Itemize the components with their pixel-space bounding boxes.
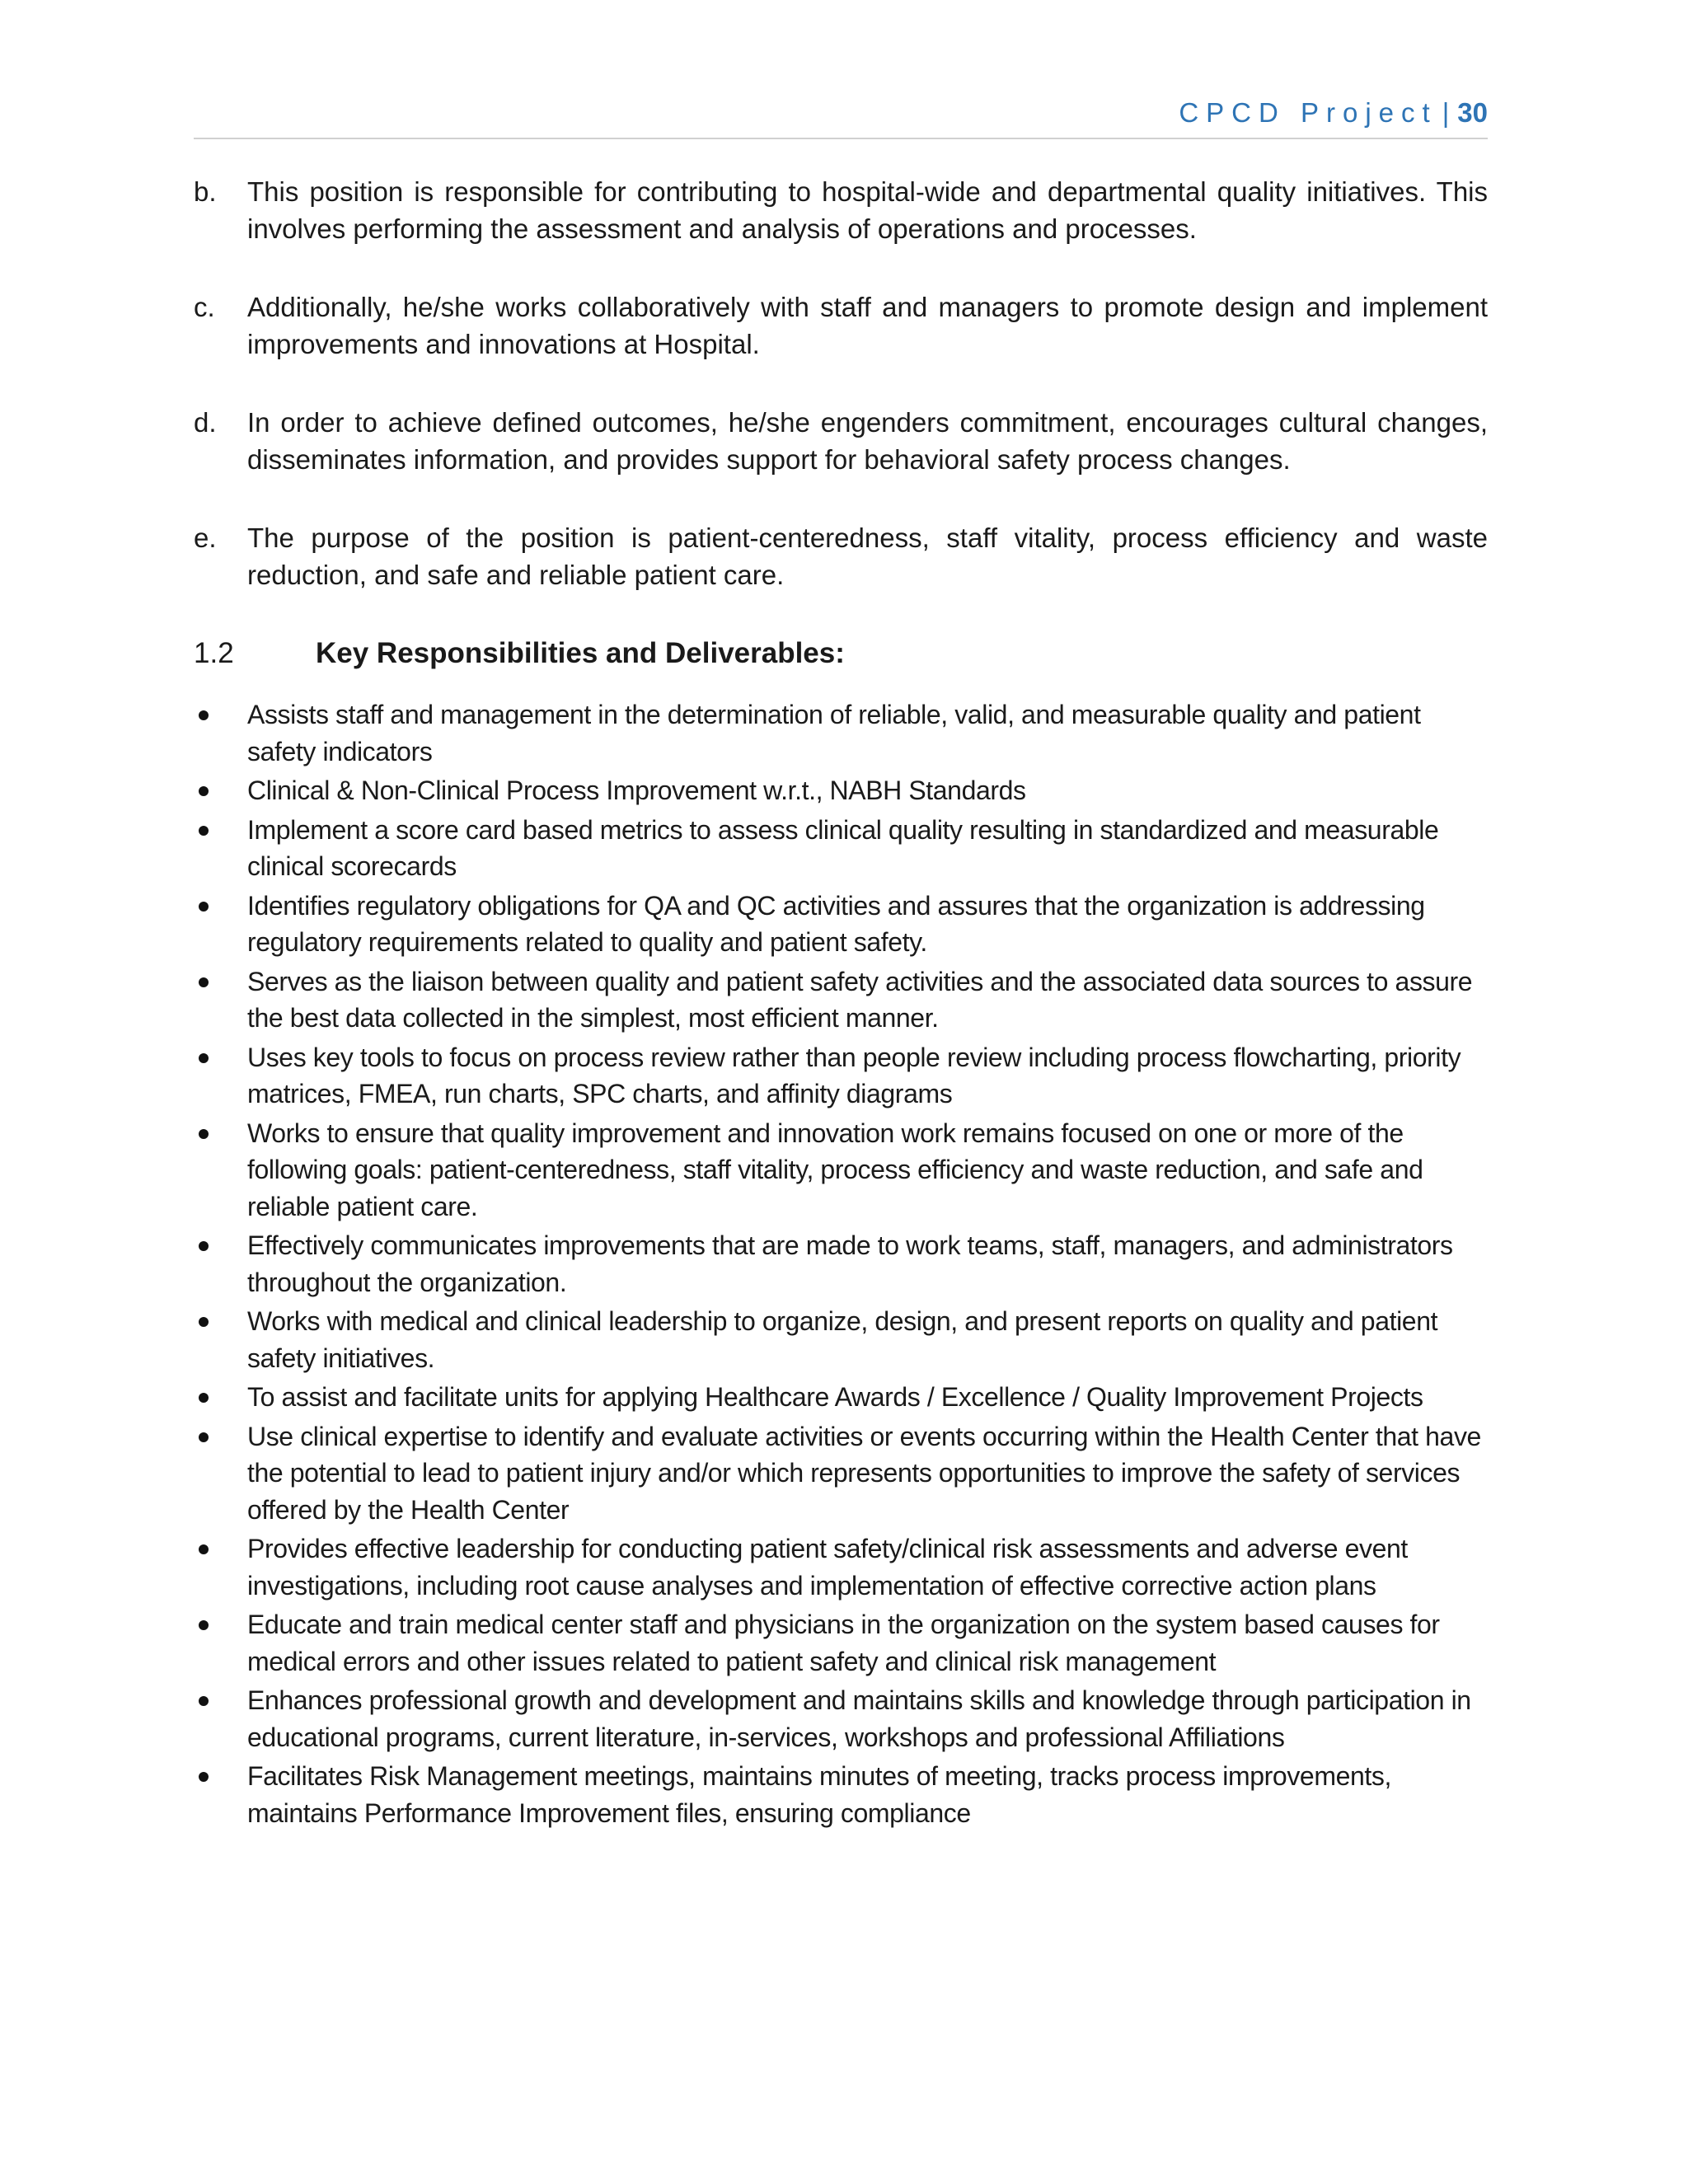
bullet-text: Enhances professional growth and development and maintains skills and knowledge through participation in educational programs, current literature, in-services, workshops and professional Affiliations (247, 1685, 1471, 1752)
bullet-text: Educate and train medical center staff and physicians in the organization on the system based causes for medical errors and other issues related to patient safety and clinical risk management (247, 1610, 1440, 1676)
bullet-item (194, 1418, 1488, 1529)
bullet-item (194, 1115, 1488, 1226)
bullet-item (194, 1606, 1488, 1680)
bullet-dot-icon (199, 1317, 209, 1327)
bullet-item (194, 1530, 1488, 1604)
header-project-name: CPCD Project (1179, 97, 1437, 128)
lettered-item-text: Additionally, he/she works collaboratively with staff and managers to promote design and implement improvements and innovations at Hospital. (247, 292, 1488, 359)
bullet-dot-icon (199, 1772, 209, 1782)
bullet-list (194, 696, 1488, 1831)
lettered-item (194, 288, 1488, 363)
header-rule (194, 138, 1488, 139)
bullet-dot-icon (199, 1393, 209, 1403)
list-marker: e. (194, 523, 217, 553)
bullet-item (194, 963, 1488, 1037)
section-number: 1.2 (194, 637, 234, 669)
bullet-item (194, 696, 1488, 770)
page-content (194, 173, 1488, 1834)
lettered-item-text: In order to achieve defined outcomes, he/she engenders commitment, encourages cultural changes, disseminates information, and provides support for behavioral safety process changes. (247, 407, 1488, 475)
bullet-item (194, 888, 1488, 961)
list-marker: b. (194, 176, 217, 207)
bullet-item (194, 1039, 1488, 1113)
bullet-text: Clinical & Non-Clinical Process Improvement w.r.t., NABH Standards (247, 776, 1026, 805)
bullet-text: Serves as the liaison between quality and patient safety activities and the associated data sources to assure the best data collected in the simplest, most efficient manner. (247, 966, 1473, 1033)
bullet-text: Uses key tools to focus on process review rather than people review including process flowcharting, priority matrices, FMEA, run charts, SPC charts, and affinity diagrams (247, 1042, 1461, 1108)
lettered-item-text: This position is responsible for contributing to hospital-wide and departmental quality initiatives. This involves performing the assessment and analysis of operations and processes. (247, 176, 1488, 244)
bullet-text: Works with medical and clinical leadership to organize, design, and present reports on quality and patient safety initiatives. (247, 1306, 1438, 1373)
bullet-item (194, 1682, 1488, 1755)
bullet-dot-icon (199, 1620, 209, 1630)
bullet-dot-icon (199, 1241, 209, 1251)
section-heading (194, 635, 1488, 672)
bullet-text: Provides effective leadership for conducting patient safety/clinical risk assessments and adverse event investigations, including root cause analyses and implementation of effective corrective action plans (247, 1534, 1408, 1601)
bullet-dot-icon (199, 1696, 209, 1706)
bullet-text: Implement a score card based metrics to assess clinical quality resulting in standardized and measurable clinical scorecards (247, 814, 1439, 881)
bullet-dot-icon (199, 977, 209, 987)
bullet-dot-icon (199, 786, 209, 796)
page-number: 30 (1457, 97, 1488, 128)
bullet-text: Assists staff and management in the determination of reliable, valid, and measurable quality and patient safety indicators (247, 700, 1421, 766)
lettered-item-text: The purpose of the position is patient-centeredness, staff vitality, process efficiency and waste reduction, and safe and reliable patient care. (247, 523, 1488, 590)
bullet-text: Facilitates Risk Management meetings, maintains minutes of meeting, tracks process improvements, maintains Performance Improvement files, ensuring compliance (247, 1761, 1391, 1828)
list-marker: d. (194, 407, 217, 438)
bullet-item (194, 1758, 1488, 1831)
bullet-dot-icon (199, 1544, 209, 1554)
bullet-dot-icon (199, 1432, 209, 1442)
lettered-item (194, 173, 1488, 247)
lettered-item (194, 519, 1488, 593)
bullet-text: To assist and facilitate units for applying Healthcare Awards / Excellence / Quality Improvement Projects (247, 1382, 1423, 1412)
lettered-list (194, 173, 1488, 593)
lettered-item (194, 404, 1488, 478)
bullet-text: Use clinical expertise to identify and evaluate activities or events occurring within the Health Center that have the potential to lead to patient injury and/or which represents opportunities to improve the safety of services offered by the Health Center (247, 1421, 1481, 1525)
header-separator: | (1442, 97, 1450, 128)
bullet-text: Works to ensure that quality improvement and innovation work remains focused on one or more of the following goals: patient-centeredness, staff vitality, process efficiency and waste reduction, and safe and reliable patient care. (247, 1118, 1423, 1221)
bullet-item (194, 1379, 1488, 1416)
section-title: Key Responsibilities and Deliverables: (316, 637, 845, 669)
bullet-dot-icon (199, 826, 209, 836)
bullet-dot-icon (199, 710, 209, 720)
bullet-text: Effectively communicates improvements that are made to work teams, staff, managers, and administrators throughout the organization. (247, 1230, 1453, 1297)
page-header (194, 97, 1488, 138)
bullet-dot-icon (199, 1053, 209, 1063)
bullet-item (194, 1303, 1488, 1376)
bullet-dot-icon (199, 1129, 209, 1139)
bullet-text: Identifies regulatory obligations for QA and QC activities and assures that the organization is addressing regulatory requirements related to quality and patient safety. (247, 890, 1425, 957)
list-marker: c. (194, 292, 215, 322)
bullet-item (194, 772, 1488, 809)
bullet-dot-icon (199, 902, 209, 912)
bullet-item (194, 1227, 1488, 1301)
bullet-item (194, 812, 1488, 885)
